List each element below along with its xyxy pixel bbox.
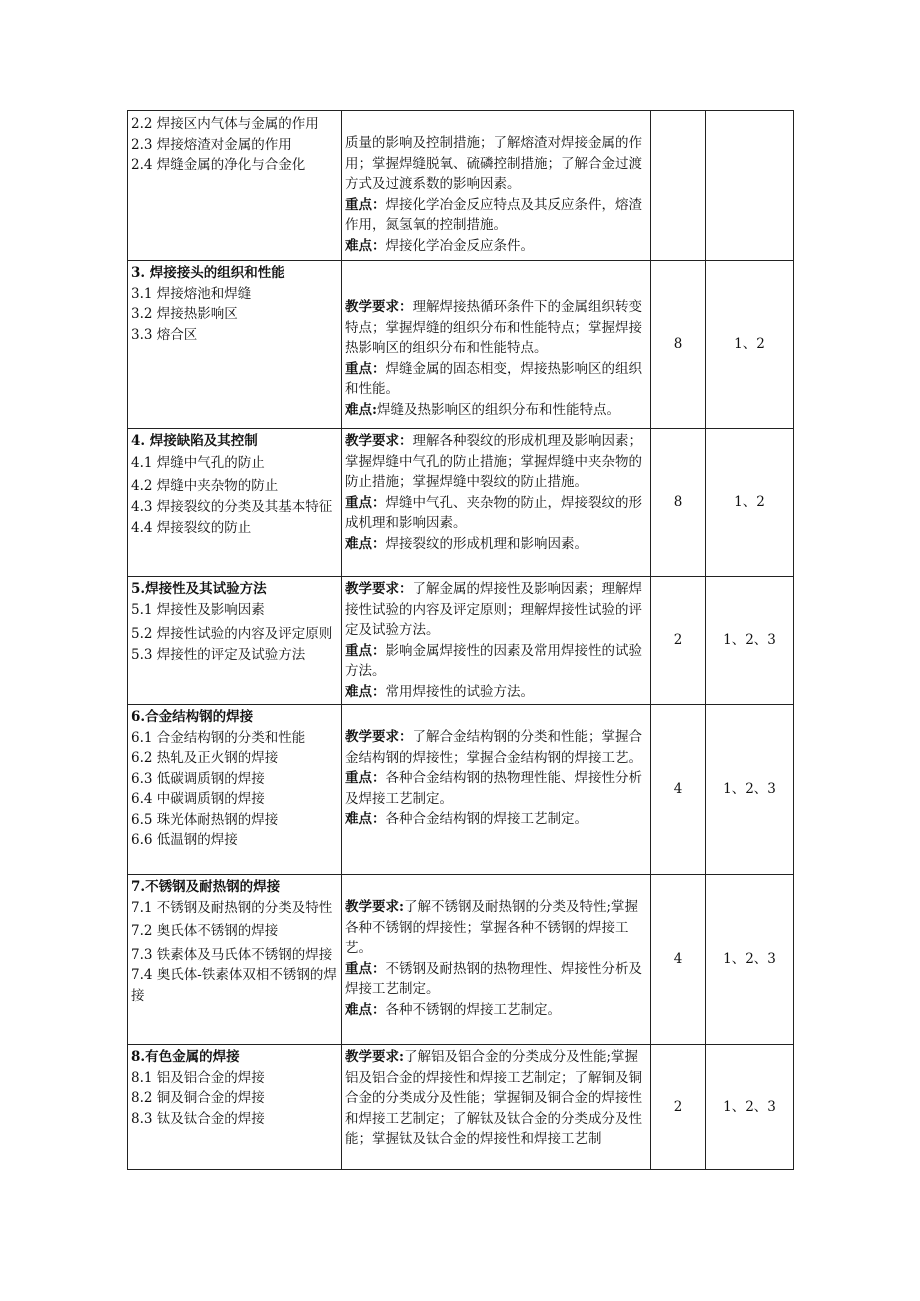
key-point: 重点：焊接化学冶金反应特点及其反应条件，熔渣作用，氮氢氧的控制措施。 bbox=[345, 196, 642, 233]
topic-item: 7.2 奥氏体不锈钢的焊接 bbox=[131, 923, 279, 939]
hours-cell bbox=[651, 111, 706, 261]
refs-cell: 1、2、3 bbox=[706, 577, 794, 705]
hours-cell: 2 bbox=[651, 577, 706, 705]
refs-cell: 1、2、3 bbox=[706, 1045, 794, 1170]
difficult-point: 难点：常用焊接性的试验方法。 bbox=[345, 683, 534, 700]
requirement-text: 教学要求：了解合金结构钢的分类和性能；掌握合金结构钢的焊接性；掌握合金结构钢的焊接工艺。 bbox=[345, 729, 642, 766]
difficult-point: 难点：焊接化学冶金反应条件。 bbox=[345, 237, 534, 254]
requirement-text: 教学要求：理解各种裂纹的形成机理及影响因素；掌握焊缝中气孔的防止措施；掌握焊缝中夹杂物的防止措施；掌握焊缝中裂纹的防止措施。 bbox=[345, 433, 642, 490]
refs-cell: 1、2、3 bbox=[706, 705, 794, 875]
table-row bbox=[128, 261, 794, 429]
topic-item: 3.1 焊接熔池和焊缝 bbox=[131, 285, 252, 302]
topic-item: 2.4 焊缝金属的净化与合金化 bbox=[131, 157, 306, 173]
requirement-text: 教学要求:了解不锈钢及耐热钢的分类及特性;掌握各种不锈钢的焊接性；掌握各种不锈钢的焊接工艺。 bbox=[345, 899, 639, 956]
topic-item: 3.3 熔合区 bbox=[131, 326, 198, 343]
requirement-cell bbox=[342, 705, 651, 875]
requirement-text: 教学要求：理解焊接热循环条件下的金属组织转变特点；掌握焊缝的组织分布和性能特点；掌握焊接热影响区的组织分布和性能特点。 bbox=[345, 299, 642, 356]
chapter-title: 5.焊接性及其试验方法 bbox=[131, 581, 267, 597]
table-row bbox=[128, 429, 794, 577]
topic-item: 2.2 焊接区内气体与金属的作用 bbox=[131, 116, 319, 132]
topic-item: 8.2 铜及铜合金的焊接 bbox=[131, 1090, 265, 1106]
topic-item: 8.1 铝及铝合金的焊接 bbox=[131, 1069, 265, 1086]
topic-cell bbox=[128, 875, 342, 1045]
topic-item: 4.2 焊缝中夹杂物的防止 bbox=[131, 478, 279, 494]
topic-item: 7.1 不锈钢及耐热钢的分类及特性 bbox=[131, 899, 333, 916]
requirement-cell bbox=[342, 261, 651, 429]
requirement-cell bbox=[342, 111, 651, 261]
table-row bbox=[128, 111, 794, 261]
topic-item: 6.2 热轧及正火钢的焊接 bbox=[131, 750, 279, 766]
topic-item: 4.3 焊接裂纹的分类及其基本特征 bbox=[131, 498, 333, 515]
refs-cell: 1、2、3 bbox=[706, 875, 794, 1045]
topic-item: 5.3 焊接性的评定及试验方法 bbox=[131, 646, 306, 663]
refs-cell bbox=[706, 111, 794, 261]
key-point: 重点：焊缝金属的固态相变，焊接热影响区的组织和性能。 bbox=[345, 360, 642, 397]
topic-cell bbox=[128, 577, 342, 705]
chapter-title: 4. 焊接缺陷及其控制 bbox=[131, 433, 258, 449]
requirement-cell bbox=[342, 577, 651, 705]
chapter-title: 6.合金结构钢的焊接 bbox=[131, 709, 254, 725]
topic-item: 8.3 钛及钛合金的焊接 bbox=[131, 1110, 265, 1127]
hours-cell: 4 bbox=[651, 705, 706, 875]
topic-item: 6.5 珠光体耐热钢的焊接 bbox=[131, 811, 279, 828]
hours-cell: 8 bbox=[651, 261, 706, 429]
topic-item: 5.1 焊接性及影响因素 bbox=[131, 601, 265, 618]
topic-item: 5.2 焊接性试验的内容及评定原则 bbox=[131, 626, 333, 642]
topic-item: 4.4 焊接裂纹的防止 bbox=[131, 520, 252, 536]
topic-item: 6.6 低温钢的焊接 bbox=[131, 832, 238, 848]
difficult-point: 难点：各种不锈钢的焊接工艺制定。 bbox=[345, 1001, 561, 1018]
refs-cell: 1、2 bbox=[706, 429, 794, 577]
hours-cell: 2 bbox=[651, 1045, 706, 1170]
table-row bbox=[128, 1045, 794, 1170]
requirement-text: 教学要求:了解铝及铝合金的分类成分及性能;掌握铝及铝合金的焊接性和焊接工艺制定；了解铜及铜合金的分类成分及性能；掌握铜及铜合金的焊接性和焊接工艺制定；了解钛及钛合金的分类成分及性能；掌握钛及钛合金的焊接性和焊接工艺制 bbox=[345, 1049, 642, 1147]
key-point: 重点：各种合金结构钢的热物理性能、焊接性分析及焊接工艺制定。 bbox=[345, 770, 642, 807]
difficult-point: 难点：各种合金结构钢的焊接工艺制定。 bbox=[345, 811, 588, 827]
hours-cell: 4 bbox=[651, 875, 706, 1045]
chapter-title: 3. 焊接接头的组织和性能 bbox=[131, 265, 285, 281]
topic-item: 6.3 低碳调质钢的焊接 bbox=[131, 770, 265, 787]
chapter-title: 8.有色金属的焊接 bbox=[131, 1049, 240, 1065]
requirement-text: 质量的影响及控制措施；了解熔渣对焊接金属的作用；掌握焊缝脱氧、硫磷控制措施；了解合金过渡方式及过渡系数的影响因素。 bbox=[345, 135, 642, 192]
topic-item: 6.4 中碳调质钢的焊接 bbox=[131, 791, 265, 807]
topic-item: 7.4 奥氏体-铁素体双相不锈钢的焊接 bbox=[131, 967, 337, 1004]
topic-cell bbox=[128, 1045, 342, 1170]
table-row bbox=[128, 577, 794, 705]
requirement-text: 教学要求：了解金属的焊接性及影响因素；理解焊接性试验的内容及评定原则；理解焊接性试验的评定及试验方法。 bbox=[345, 581, 642, 638]
syllabus-table bbox=[127, 110, 794, 1170]
requirement-cell bbox=[342, 429, 651, 577]
key-point: 重点：不锈钢及耐热钢的热物理性、焊接性分析及焊接工艺制定。 bbox=[345, 960, 642, 997]
table-row bbox=[128, 705, 794, 875]
difficult-point: 难点:焊缝及热影响区的组织分布和性能特点。 bbox=[345, 401, 620, 418]
topic-item: 6.1 合金结构钢的分类和性能 bbox=[131, 729, 306, 746]
topic-cell bbox=[128, 429, 342, 577]
hours-cell: 8 bbox=[651, 429, 706, 577]
topic-cell bbox=[128, 705, 342, 875]
difficult-point: 难点：焊接裂纹的形成机理和影响因素。 bbox=[345, 535, 588, 552]
key-point: 重点：焊缝中气孔、夹杂物的防止，焊接裂纹的形成机理和影响因素。 bbox=[345, 494, 642, 531]
table-row bbox=[128, 875, 794, 1045]
key-point: 重点：影响金属焊接性的因素及常用焊接性的试验方法。 bbox=[345, 642, 642, 679]
requirement-cell bbox=[342, 875, 651, 1045]
chapter-title: 7.不锈钢及耐热钢的焊接 bbox=[131, 879, 281, 895]
topic-cell bbox=[128, 261, 342, 429]
topic-item: 4.1 焊缝中气孔的防止 bbox=[131, 454, 265, 471]
refs-cell: 1、2 bbox=[706, 261, 794, 429]
topic-item: 3.2 焊接热影响区 bbox=[131, 306, 238, 322]
requirement-cell bbox=[342, 1045, 651, 1170]
topic-cell bbox=[128, 111, 342, 261]
topic-item: 7.3 铁素体及马氏体不锈钢的焊接 bbox=[131, 946, 333, 963]
topic-item: 2.3 焊接熔渣对金属的作用 bbox=[131, 136, 292, 153]
